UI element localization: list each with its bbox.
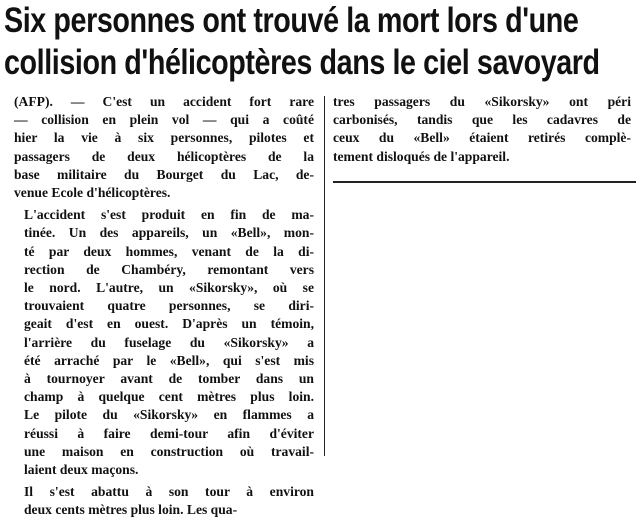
article-paragraph <box>333 93 631 166</box>
text-line: L'accident s'est produit en fin de ma- <box>24 207 314 223</box>
text-line: tement disloqués de l'appareil. <box>333 148 510 164</box>
text-line: à tournoyer avant de tomber dans un <box>24 371 314 387</box>
text-line: trouvaient quatre personnes, se diri- <box>24 298 314 314</box>
article-paragraph <box>14 483 314 519</box>
article-end-rule <box>333 181 636 183</box>
text-line: laient deux maçons. <box>24 462 139 478</box>
text-line: tinée. Un des appareils, un «Bell», mon- <box>24 225 314 241</box>
right-column <box>333 93 631 170</box>
text-line: champ à quelque cent mètres plus loin. <box>24 389 314 405</box>
article-paragraph <box>14 93 314 202</box>
headline-line-2: collision d'hélicoptères dans le ciel savoyard <box>4 43 600 82</box>
column-divider <box>324 96 325 456</box>
text-line: venue Ecole d'hélicoptères. <box>14 185 171 201</box>
text-line: tres passagers du «Sikorsky» ont péri <box>333 94 631 109</box>
text-line: une maison en construction où travail- <box>24 443 314 459</box>
text-line: l'arrière du fuselage du «Sikorsky» a <box>24 334 314 350</box>
text-line: hier la vie à six personnes, pilotes et <box>14 130 314 146</box>
text-line: été arraché par le «Bell», qui s'est mis <box>24 352 314 368</box>
text-line: réussi à faire demi-tour afin d'éviter <box>24 425 314 441</box>
text-line: deux cents mètres plus loin. Les qua- <box>24 502 238 518</box>
article-headline <box>4 0 635 84</box>
text-line: base militaire du Bourget du Lac, de- <box>14 166 314 182</box>
text-line: (AFP). — C'est un accident fort rare <box>14 94 314 109</box>
text-line: le nord. L'autre, un «Sikorsky», où se <box>24 280 314 296</box>
text-line: Le pilote du «Sikorsky» en flammes a <box>24 407 314 423</box>
text-line: té par deux hommes, venant de la di- <box>24 243 314 259</box>
text-line: passagers de deux hélicoptères de la <box>14 148 314 164</box>
headline-line-1: Six personnes ont trouvé la mort lors d'une <box>4 1 579 40</box>
text-line: Il s'est abattu à son tour à environ <box>24 484 314 500</box>
text-line: carbonisés, tandis que les cadavres de <box>333 112 631 128</box>
text-line: ceux du «Bell» étaient retirés complè- <box>333 130 631 146</box>
text-line: rection de Chambéry, remontant vers <box>24 261 314 277</box>
text-line: geait d'est en ouest. D'après un témoin, <box>24 316 314 332</box>
text-line: — collision en plein vol — qui a coûté <box>14 112 314 128</box>
left-column <box>14 93 314 524</box>
article-paragraph <box>14 206 314 479</box>
